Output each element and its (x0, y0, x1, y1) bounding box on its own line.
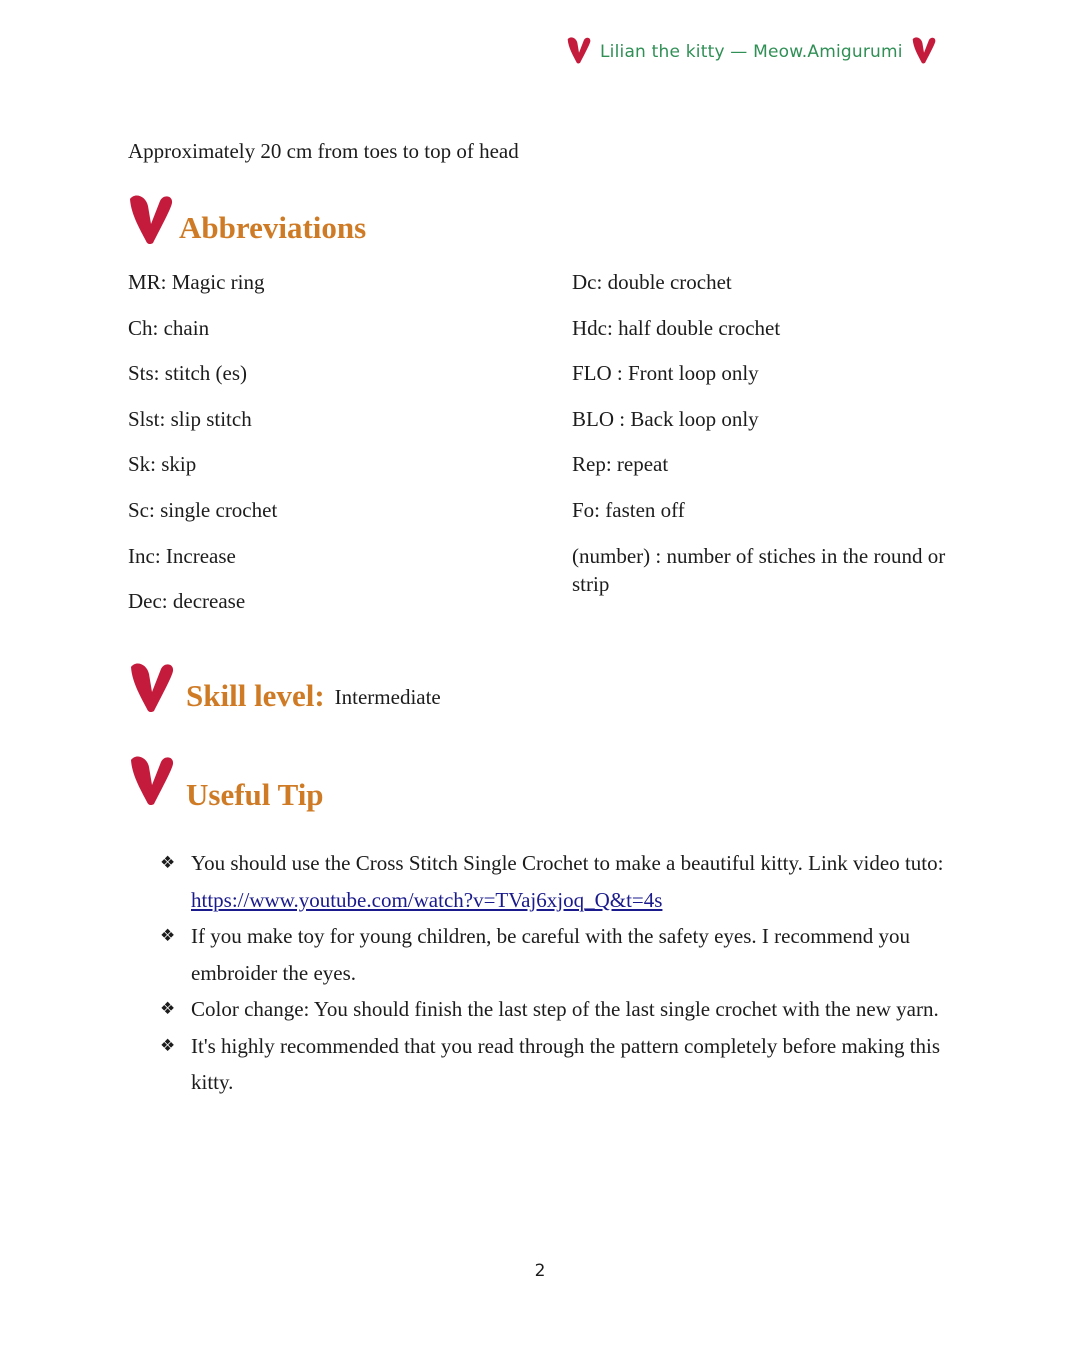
list-item: BLO : Back loop only (572, 406, 759, 431)
heart-icon (128, 754, 176, 806)
page-header (566, 36, 937, 64)
tip-item (160, 1028, 960, 1101)
tips-list (160, 845, 960, 1101)
diamond-bullet-icon: ❖ (160, 999, 176, 1019)
tip-item (160, 991, 960, 1028)
list-item: Slst: slip stitch (128, 406, 252, 431)
header-title: Lilian the kitty — Meow.Amigurumi (600, 42, 903, 62)
list-item: Sk: skip (128, 452, 197, 477)
list-item: Inc: Increase (128, 543, 236, 568)
list-item: Fo: fasten off (572, 497, 685, 522)
tip-text: If you make toy for young children, be careful with the safety eyes. I recommend you embroider the eyes. (191, 924, 911, 985)
list-item: MR: Magic ring (128, 270, 265, 294)
abbreviations-left-list (128, 268, 548, 633)
skill-level-title: Skill level: (186, 678, 325, 713)
tip-text: It's highly recommended that you read through the pattern completely before making this kitty. (191, 1033, 941, 1094)
list-item: FLO : Front loop only (572, 361, 759, 386)
heart-icon (566, 36, 592, 64)
useful-tip-heading (128, 754, 324, 812)
heart-icon (128, 661, 176, 713)
list-item: Ch: chain (128, 315, 210, 340)
heart-icon (911, 36, 937, 64)
size-description: Approximately 20 cm from toes to top of head (128, 139, 519, 163)
tip-item (160, 918, 960, 991)
list-item: (number) : number of stiches in the round or strip (572, 543, 946, 596)
heart-icon (127, 193, 175, 245)
list-item: Sc: single crochet (128, 497, 278, 522)
page-number: 2 (534, 1261, 546, 1281)
abbreviations-right-list (572, 268, 962, 598)
list-item: Dec: decrease (128, 589, 246, 614)
tip-item (160, 845, 960, 918)
skill-level-heading (128, 661, 441, 713)
diamond-bullet-icon: ❖ (160, 853, 176, 873)
list-item: Dc: double crochet (572, 270, 732, 294)
abbreviations-heading (127, 193, 366, 245)
abbreviations-title: Abbreviations (179, 210, 367, 245)
useful-tip-title: Useful Tip (186, 777, 324, 812)
tip-text: You should use the Cross Stitch Single Crochet to make a beautiful kitty. Link video tuto: (191, 851, 944, 875)
diamond-bullet-icon: ❖ (160, 926, 176, 946)
list-item: Hdc: half double crochet (572, 315, 781, 340)
video-tutorial-link[interactable]: https://www.youtube.com/watch?v=TVaj6xjoq_Q&t=4s (191, 887, 663, 912)
diamond-bullet-icon: ❖ (160, 1035, 176, 1056)
list-item: Sts: stitch (es) (128, 361, 247, 386)
list-item: Rep: repeat (572, 452, 669, 477)
tip-text: Color change: You should finish the last step of the last single crochet with the new yarn. (191, 997, 939, 1021)
skill-level-value: Intermediate (334, 685, 441, 709)
